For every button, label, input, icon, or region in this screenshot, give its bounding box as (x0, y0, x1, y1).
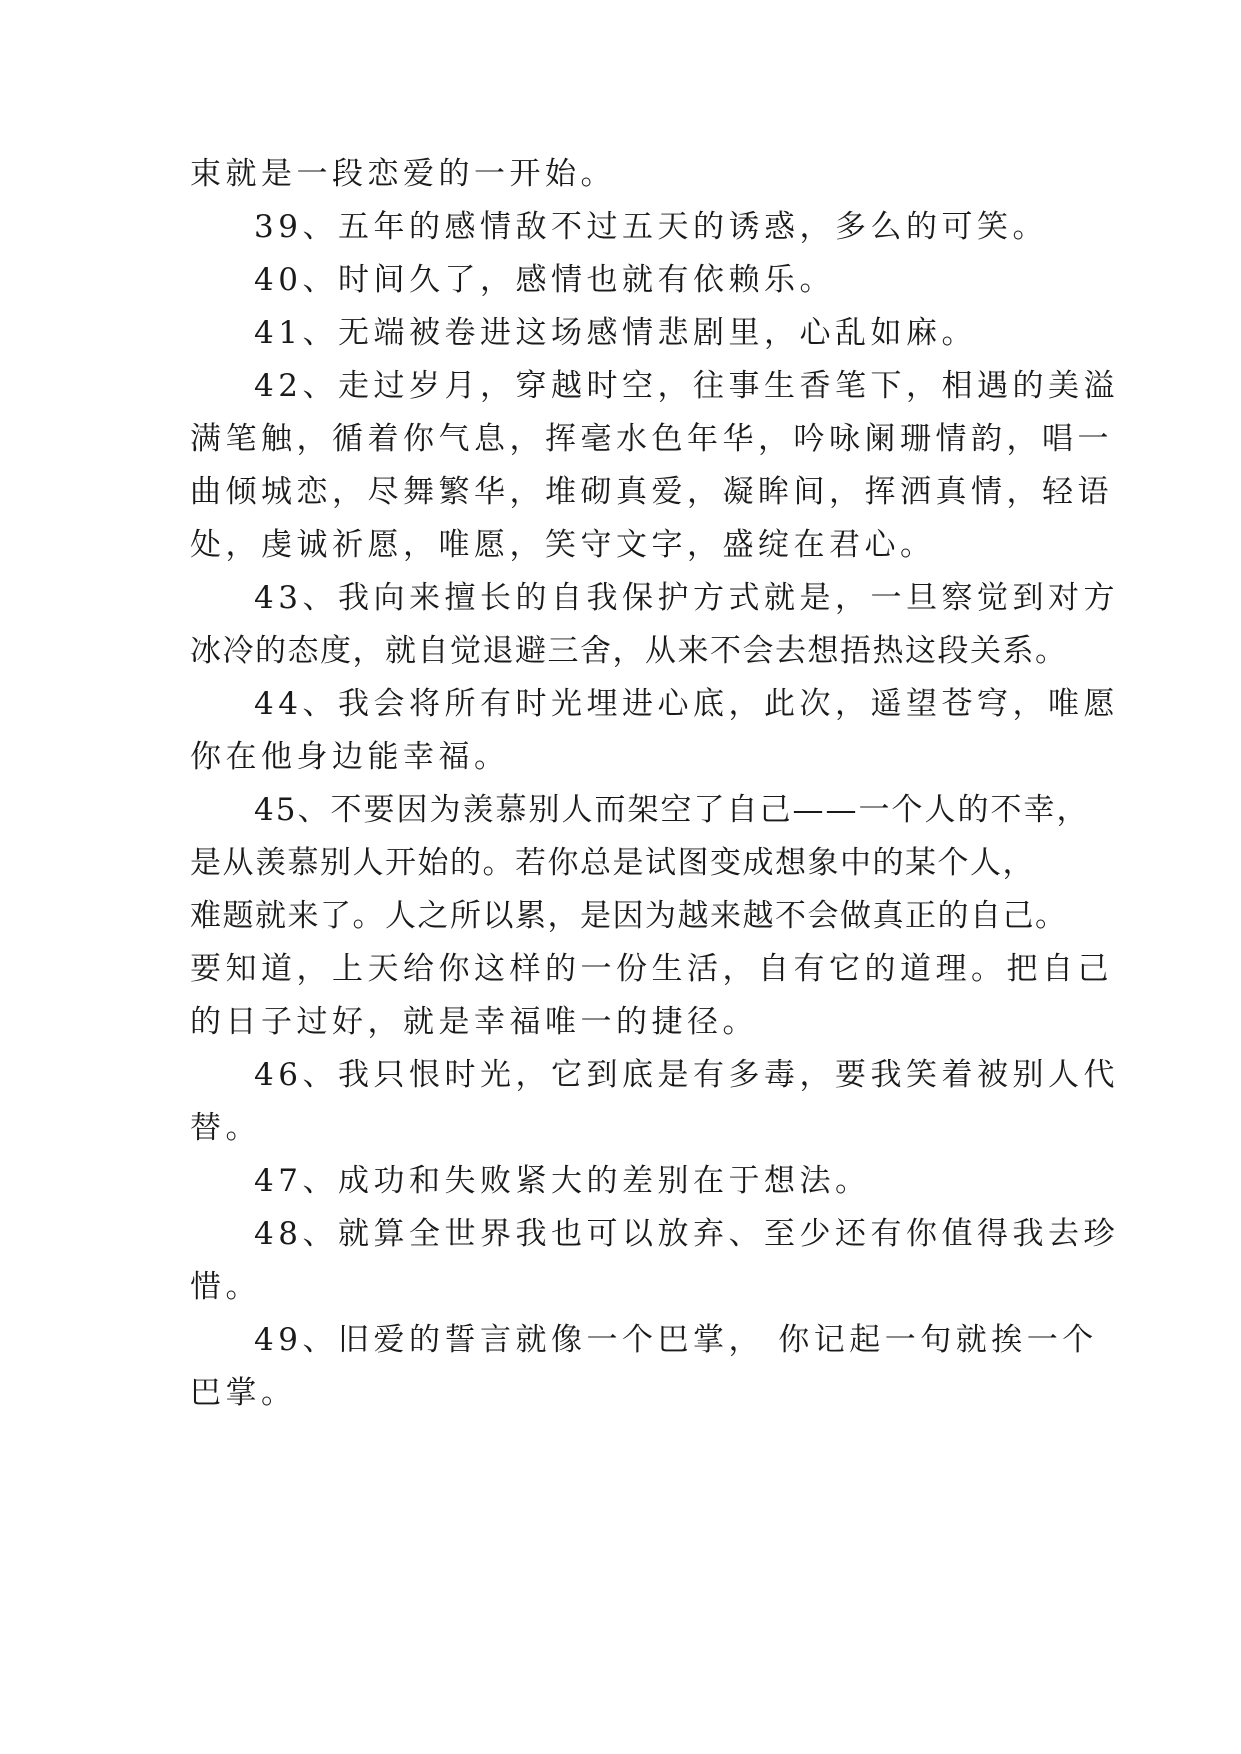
text-line: 42、走过岁月，穿越时空，往事生香笔下，相遇的美溢 (254, 368, 1119, 404)
text-line: 41、无端被卷进这场感情悲剧里，心乱如麻。 (254, 315, 977, 351)
text-line: 冰冷的态度，就自觉退避三舍，从来不会去想捂热这段关系。 (190, 633, 1068, 669)
text-line: 巴掌。 (190, 1375, 297, 1411)
text-line: 47、成功和失败紧大的差别在于想法。 (254, 1163, 871, 1199)
text-line: 束就是一段恋爱的一开始。 (190, 156, 616, 192)
text-line: 要知道，上天给你这样的一份生活，自有它的道理。把自己 (190, 951, 1113, 987)
text-line: 39、五年的感情敌不过五天的诱惑，多么的可笑。 (254, 209, 1048, 245)
text-line: 是从羡慕别人开始的。若你总是试图变成想象中的某个人， (190, 845, 1035, 881)
text-line: 40、时间久了，感情也就有依赖乐。 (254, 262, 835, 298)
text-line: 满笔触，循着你气息，挥毫水色年华，吟咏阑珊情韵，唱一 (190, 421, 1113, 457)
text-line: 曲倾城恋，尽舞繁华，堆砌真爱，凝眸间，挥洒真情，轻语 (190, 474, 1113, 510)
text-line: 48、就算全世界我也可以放弃、至少还有你值得我去珍 (254, 1216, 1119, 1252)
text-line: 49、旧爱的誓言就像一个巴掌， 你记起一句就挨一个 (254, 1322, 1098, 1358)
text-line: 难题就来了。人之所以累，是因为越来越不会做真正的自己。 (190, 898, 1068, 934)
text-line: 处，虔诚祈愿，唯愿，笑守文字，盛绽在君心。 (190, 527, 936, 563)
text-line: 你在他身边能幸福。 (190, 739, 510, 775)
text-line: 替。 (190, 1110, 261, 1146)
text-line: 的日子过好，就是幸福唯一的捷径。 (190, 1004, 758, 1040)
text-line: 43、我向来擅长的自我保护方式就是，一旦察觉到对方 (254, 580, 1119, 616)
text-line: 45、不要因为羡慕别人而架空了自己——一个人的不幸， (254, 792, 1090, 828)
text-line: 44、我会将所有时光埋进心底，此次，遥望苍穹，唯愿 (254, 686, 1119, 722)
text-line: 惜。 (190, 1269, 261, 1305)
text-line: 46、我只恨时光，它到底是有多毒，要我笑着被别人代 (254, 1057, 1119, 1093)
